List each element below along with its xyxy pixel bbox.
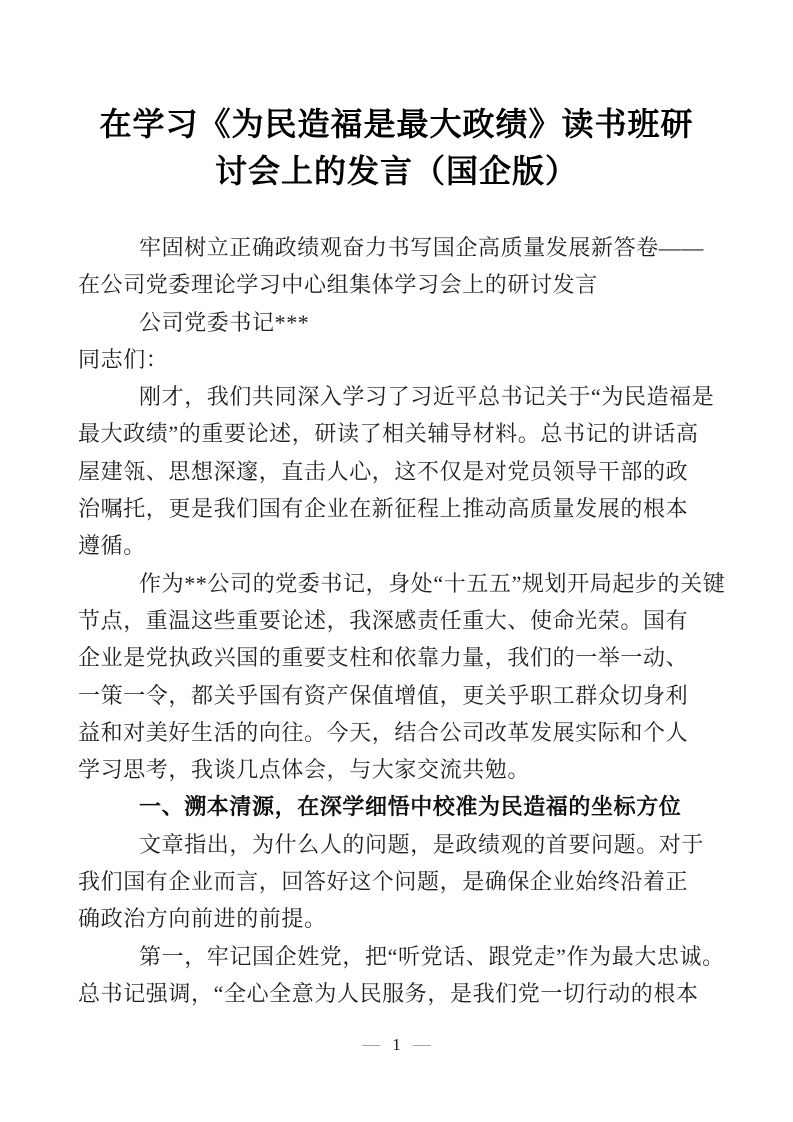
document-body — [78, 229, 726, 1012]
body-line: 公司党委书记*** — [139, 309, 310, 335]
section-heading: 一、溯本清源，在深学细悟中校准为民造福的坐标方位 — [139, 794, 682, 820]
page-footer — [0, 1033, 793, 1056]
body-line: 企业是党执政兴国的重要支柱和依靠力量，我们的一举一动、 — [78, 645, 689, 671]
footer-dash-left: — — [362, 1034, 381, 1054]
body-line: 遵循。 — [78, 533, 146, 559]
title-line: 在学习《为民造福是最大政绩》读书班研 — [99, 106, 694, 142]
document-title — [0, 101, 793, 195]
body-line: 确政治方向前进的前提。 — [78, 906, 327, 932]
footer-dash-right: — — [412, 1034, 431, 1054]
body-line: 屋建瓴、思想深邃，直击人心，这不仅是对党员领导干部的政 — [78, 458, 689, 484]
body-line: 节点，重温这些重要论述，我深感责任重大、使命光荣。国有 — [78, 607, 689, 633]
body-line: 总书记强调，“全心全意为人民服务，是我们党一切行动的根本 — [78, 980, 699, 1006]
body-line: 学习思考，我谈几点体会，与大家交流共勉。 — [78, 757, 531, 783]
body-line: 第一，牢记国企姓党，把“听党话、跟党走”作为最大忠诚。 — [139, 943, 725, 969]
body-line: 治嘱托，更是我们国有企业在新征程上推动高质量发展的根本 — [78, 496, 689, 522]
body-line: 文章指出，为什么人的问题，是政绩观的首要问题。对于 — [139, 831, 705, 857]
body-line: 同志们： — [78, 346, 169, 372]
page-number: 1 — [392, 1035, 401, 1054]
body-line: 在公司党委理论学习中心组集体学习会上的研讨发言 — [78, 272, 598, 298]
body-line: 一策一令，都关乎国有资产保值增值，更关乎职工群众切身利 — [78, 682, 689, 708]
body-line: 牢固树立正确政绩观奋力书写国企高质量发展新答卷—— — [139, 235, 705, 260]
body-line: 最大政绩”的重要论述，研读了相关辅导材料。总书记的讲话高 — [78, 421, 699, 447]
body-line: 刚才，我们共同深入学习了习近平总书记关于“为民造福是 — [139, 384, 715, 410]
body-line: 我们国有企业而言，回答好这个问题，是确保企业始终沿着正 — [78, 869, 689, 895]
body-line: 作为**公司的党委书记，身处“十五五”规划开局起步的关键 — [139, 570, 726, 596]
body-line: 益和对美好生活的向往。今天，结合公司改革发展实际和个人 — [78, 719, 689, 745]
title-line: 讨会上的发言（国企版） — [214, 153, 578, 189]
